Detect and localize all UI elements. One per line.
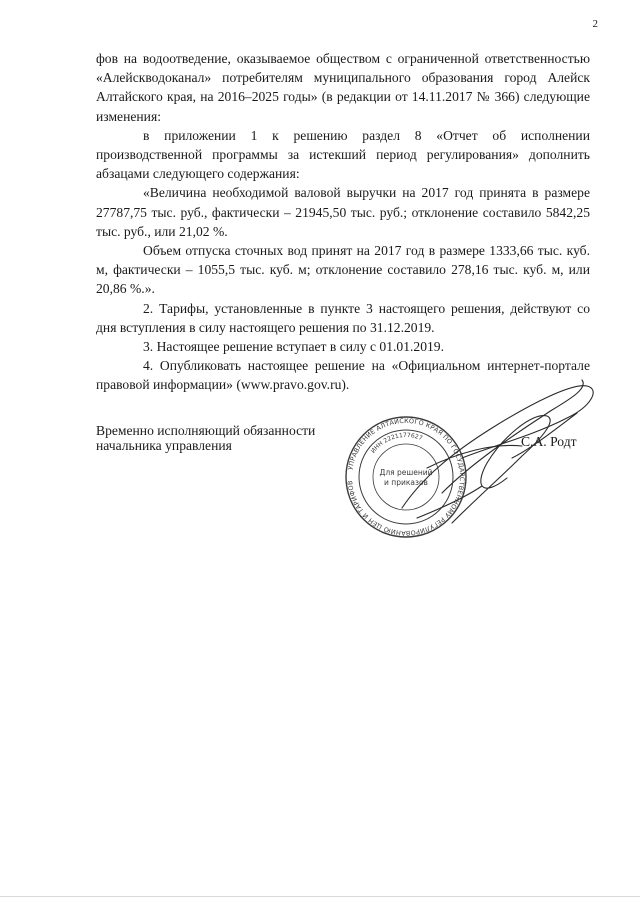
document-body <box>96 49 590 395</box>
signer-position <box>96 423 315 453</box>
stamp-outer-text: УПРАВЛЕНИЕ АЛТАЙСКОГО КРАЯ ПО ГОСУДАРСТВЕННОМУ РЕГУЛИРОВАНИЮ ЦЕН И ТАРИФОВ <box>346 416 467 538</box>
page-bottom-divider <box>0 896 640 897</box>
handwritten-signature <box>382 358 612 528</box>
signer-name: С.А. Родт <box>521 434 577 449</box>
paragraph-continuation: фов на водоотведение, оказываемое обществом с ограниченной ответственностью «Алейскводоканал» потребителям муниципального образования город Алейск Алтайского края, на 2016–2025 годы» (в редакции от 14.11.2017 № 366) следующие изменения: <box>96 51 590 124</box>
paragraph-item-3: 3. Настоящее решение вступает в силу с 01.01.2019. <box>143 339 444 355</box>
paragraph-appendix-change: в приложении 1 к решению раздел 8 «Отчет об исполнении производственной программы за истекший период регулирования» дополнить абзацами следующего содержания: <box>96 127 590 182</box>
paragraph-item-2: 2. Тарифы, установленные в пункте 3 настоящего решения, действуют со дня вступления в силу настоящего решения по 31.12.2019. <box>96 300 590 335</box>
page-number: 2 <box>592 18 598 30</box>
stamp-center-line2: и приказов <box>384 478 428 487</box>
signer-position-line1: Временно исполняющий обязанности <box>96 423 316 438</box>
paragraph-item-4: 4. Опубликовать настоящее решение на «Официальном интернет-портале правовой информации» (www.pravo.gov.ru). <box>96 358 590 393</box>
stamp-inner-text: ИНН 2221177627 <box>369 431 424 455</box>
paragraph-wastewater-volume: Объем отпуска сточных вод принят на 2017 год в размере 1333,66 тыс. куб. м, фактически – 1055,5 тыс. куб. м; отклонение составило 278,16 тыс. куб. м, или 20,86 %.». <box>96 243 590 297</box>
stamp-center-line1: Для решений <box>379 468 433 477</box>
signer-position-line2: начальника управления <box>96 438 232 453</box>
paragraph-revenue: «Величина необходимой валовой выручки на 2017 год принята в размере 27787,75 тыс. руб., фактически – 21945,50 тыс. руб.; отклонение составило 5842,25 тыс. руб., или 21,02 %. <box>96 185 590 239</box>
